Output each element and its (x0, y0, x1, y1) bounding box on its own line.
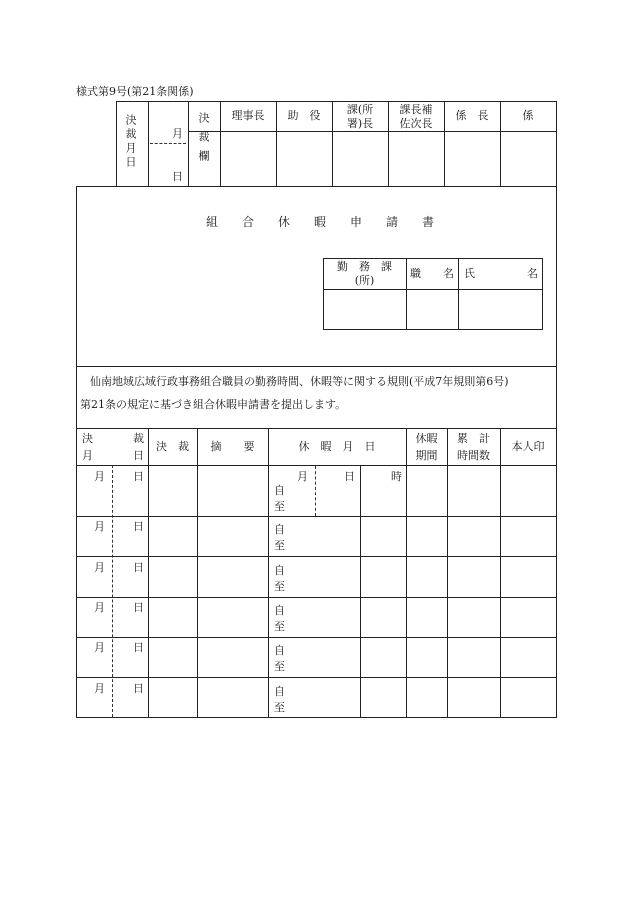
header-date-bl: 月 (82, 449, 93, 462)
row-month: 月 (94, 601, 105, 614)
header-kikan-2: 期間 (415, 449, 438, 462)
kessai-day: 日 (172, 170, 183, 183)
row-day: 日 (133, 470, 144, 483)
row-month: 月 (94, 470, 105, 483)
name-label-right: 名 (527, 267, 538, 280)
row-from: 自 (274, 484, 285, 497)
header-inkan: 本人印 (511, 440, 545, 453)
row-day: 日 (133, 520, 144, 533)
row-day: 日 (133, 641, 144, 654)
approver-hosa-2: 佐次長 (399, 117, 433, 130)
row-to: 至 (274, 500, 285, 513)
header-date-tl: 決 (82, 432, 93, 445)
row-month: 月 (94, 682, 105, 695)
form-title: 組合休暇申請書 (206, 215, 459, 229)
approver-joyaku: 助 役 (287, 109, 321, 122)
row-month: 月 (94, 641, 105, 654)
row-month: 月 (94, 520, 105, 533)
row-from: 自 (274, 604, 285, 617)
row1-kyuka-month: 月 (297, 470, 308, 483)
approver-rijicho: 理事長 (231, 109, 265, 122)
header-tekiyo: 摘 要 (210, 440, 255, 453)
row-from: 自 (274, 523, 285, 536)
statement-line-1: 仙南地域広域行政事務組合職員の勤務時間、休暇等に関する規則(平成7年規則第6号) (90, 375, 509, 388)
header-kessai: 決 裁 (156, 440, 189, 453)
row-from: 自 (274, 564, 285, 577)
section-label: 勤 務 課 (337, 260, 392, 273)
row-day: 日 (133, 682, 144, 695)
row-to: 至 (274, 701, 285, 714)
row-to: 至 (274, 580, 285, 593)
kessai-column-label: 決裁欄 (197, 112, 210, 169)
header-kyuka-date: 休 暇 月 日 (298, 440, 376, 453)
row1-kyuka-hour: 時 (391, 470, 402, 483)
approver-kacho-2: 署)長 (346, 117, 374, 130)
row1-kyuka-day: 日 (344, 470, 355, 483)
header-ruikei-1: 累 計 (457, 432, 490, 445)
approver-kakari: 係 (522, 109, 534, 122)
form-number: 様式第9号(第21条関係) (76, 85, 194, 98)
name-label-left: 氏 (464, 267, 475, 280)
header-date-tr: 裁 (133, 432, 144, 445)
row-to: 至 (274, 620, 285, 633)
kessai-month: 月 (172, 127, 183, 140)
row-from: 自 (274, 685, 285, 698)
header-ruikei-2: 時間数 (457, 449, 490, 462)
approver-kacho-1: 課(所 (346, 103, 374, 116)
approver-hosa-1: 課長補 (399, 103, 433, 116)
section-label-sub: (所) (354, 274, 375, 287)
row-to: 至 (274, 660, 285, 673)
post-label: 職 名 (410, 267, 454, 280)
row-to: 至 (274, 539, 285, 552)
approver-kakaricho: 係 長 (455, 109, 489, 122)
row-from: 自 (274, 644, 285, 657)
header-kikan-1: 休暇 (415, 432, 438, 445)
row-month: 月 (94, 561, 105, 574)
statement-line-2: 第21条の規定に基づき組合休暇申請書を提出します。 (80, 398, 347, 411)
row-day: 日 (133, 561, 144, 574)
row-day: 日 (133, 601, 144, 614)
kessai-date-label: 決裁月日 (124, 114, 137, 170)
header-date-br: 日 (133, 449, 144, 462)
